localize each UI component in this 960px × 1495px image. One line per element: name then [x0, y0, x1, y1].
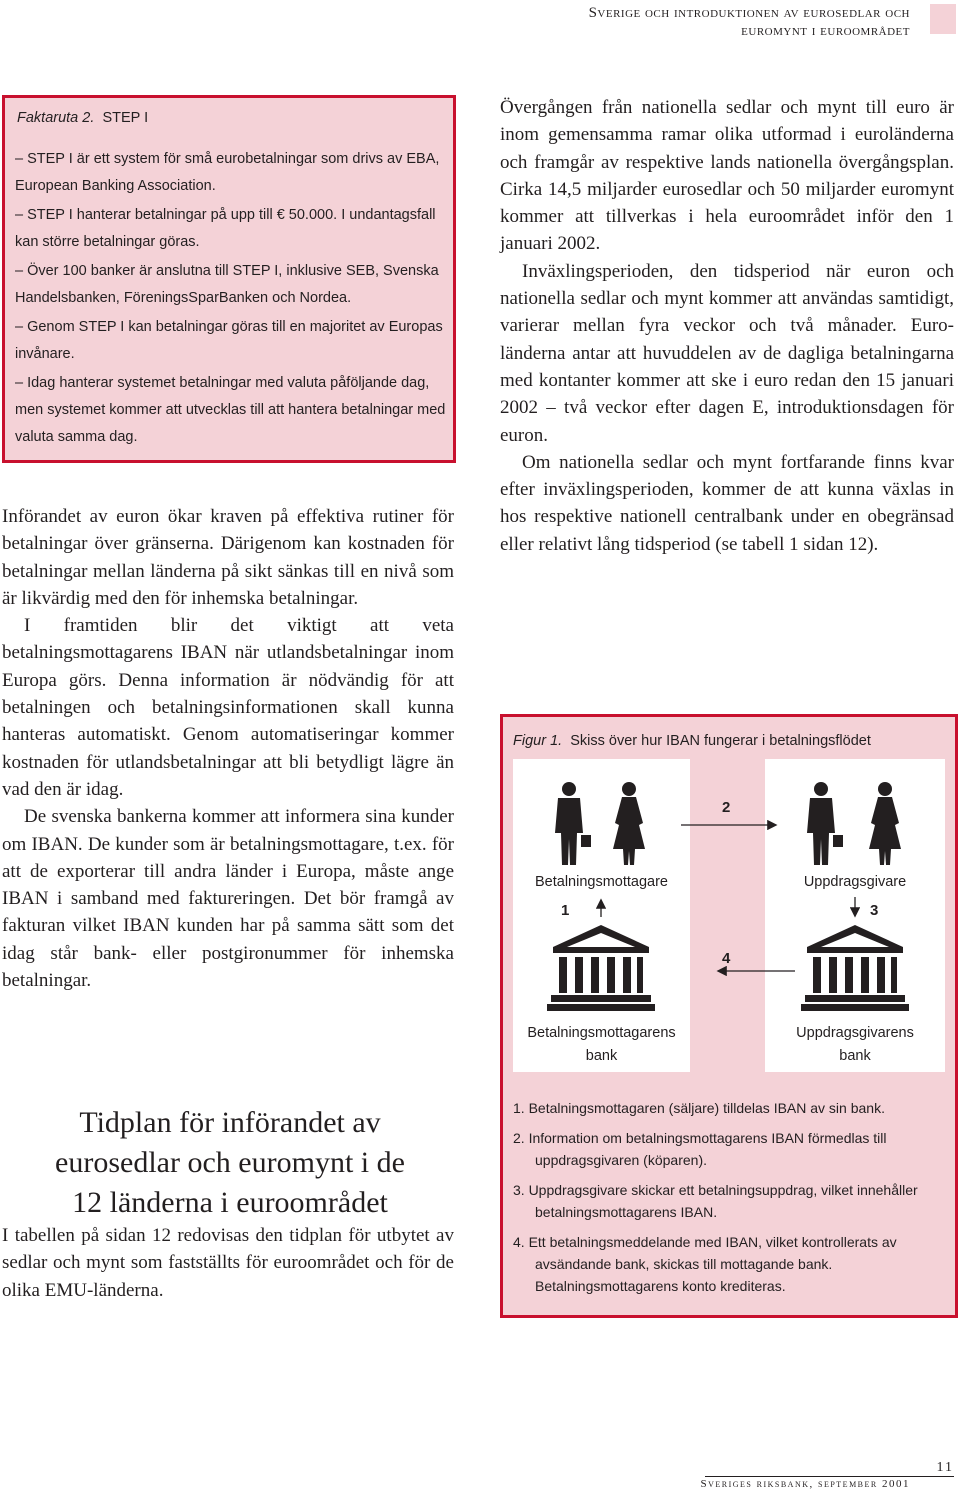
step-number-4: 4 — [722, 950, 731, 967]
fact-box-item: – STEP I hanterar betalningar på upp till € 50.000. I undantagsfall kan större betalningar göras. — [15, 207, 436, 250]
man-with-briefcase-icon — [555, 782, 591, 865]
running-header-line-2: euromynt i euroområdet — [741, 23, 910, 39]
man-with-briefcase-icon — [807, 782, 843, 865]
header-color-tab — [930, 4, 956, 34]
body-paragraph: De svenska bankerna kommer att informera sina kunder om IBAN. De kunder som är betalningsmottagare, t.ex. för att de exporterar till andra länder i Europa, måste ange IBAN i samband med faktureringen. Det bör framgå av fakturan vilket IBAN kunden har på samma sätt som det idag står bank- eller postgironummer för inhemska betalningar. — [2, 806, 454, 992]
fact-box-item: – Genom STEP I kan betalningar göras till en majoritet av Europas invånare. — [15, 319, 443, 362]
legend-item: 2. Information om betalningsmottagarens IBAN förmedlas till uppdragsgivaren (köparen). — [513, 1130, 887, 1168]
fact-box-title — [17, 110, 148, 126]
fact-box-item: – Idag hanterar systemet betalningar med valuta påföljande dag, men systemet kommer att utvecklas till att hantera betalningar med valuta samma dag. — [15, 375, 446, 445]
body-paragraph: I framtiden blir det viktigt att veta betalningsmottagarens IBAN när utlandsbetalningar inom Europa görs. Denna information är nödvändig för att betalningen och betalningsinformationen skall kunna hanteras automatiskt. Genom automatiseringar kommer kostnaden för utlandsbetalningar att bli betydligt lägre än vad den är idag. — [2, 615, 454, 800]
body-paragraph: Inväxlingsperioden, den tidsperiod när euron och nationella sedlar och mynt kommer att användas samtidigt, varierar mellan fyra veckor och två månader. Euro-länderna antar att huvuddelen av de dagliga betalningarna med kontanter kommer att ske i euro redan den 15 januari 2002 – två veckor efter dagen E, introduktionsdagen för euron. — [500, 260, 954, 446]
payee-bank-label-line: Betalningsmottagarens — [527, 1025, 676, 1041]
fact-box — [2, 95, 456, 463]
bank-building-icon — [801, 925, 909, 1011]
fact-box-title-rest: STEP I — [102, 110, 149, 126]
fact-box-list — [15, 146, 447, 451]
fact-box-title-prefix: Faktaruta 2. — [17, 110, 95, 126]
legend-item: 4. Ett betalningsmeddelande med IBAN, vilket kontrollerats av avsändande bank, skickas till mottagande bank. Betalningsmottagarens konto krediteras. — [513, 1234, 897, 1294]
payee-bank-label — [503, 1022, 700, 1068]
section-heading-line: eurosedlar och euromynt i de — [55, 1146, 405, 1179]
section-heading-line: 12 länderna i euroområdet — [72, 1186, 388, 1219]
right-column-body — [500, 94, 954, 558]
body-paragraph: Införandet av euron ökar kraven på effektiva rutiner för betalningar över gränserna. Därigenom kan kostnaden för betalningar mellan länderna på sikt sänkas till en nivå som är likvärdig med den för inhemska betalningar. — [2, 506, 454, 609]
fact-box-item: – STEP I är ett system för små eurobetalningar som drivs av EBA, European Banking Association. — [15, 151, 440, 194]
payer-bank-label-line: bank — [839, 1048, 871, 1064]
footer-text: Sveriges riksbank, september 2001 — [700, 1478, 910, 1490]
legend-item: 3. Uppdragsgivare skickar ett betalningsuppdrag, vilket innehåller betalningsmottagarens IBAN. — [513, 1182, 918, 1220]
step-number-3: 3 — [870, 902, 879, 919]
bank-building-icon — [547, 925, 655, 1011]
figure-caption-prefix: Figur 1. — [513, 733, 563, 749]
figure-legend — [513, 1097, 943, 1305]
footer-rule — [705, 1476, 954, 1477]
body-paragraph: Övergången från nationella sedlar och mynt till euro är inom gemensamma ramar olika utformad i euroländerna och framgår av respektive lands nationella övergångsplan. Cirka 14,5 miljarder eurosedlar och 50 miljarder euromynt kommer att tillverkas i hela euroområdet inför den 1 januari 2002. — [500, 97, 954, 255]
step-number-2: 2 — [722, 799, 731, 816]
figure-caption-text: Skiss över hur IBAN fungerar i betalningsflödet — [570, 733, 871, 749]
woman-icon — [869, 782, 901, 865]
running-header — [450, 4, 910, 40]
figure-box — [500, 714, 958, 1318]
body-paragraph: Om nationella sedlar och mynt fortfarande finns kvar efter inväxlingsperioden, kommer de att kunna växlas in hos respektive nationell centralbank under en obegränsad eller relativt lång tidsperiod (se tabell 1 sidan 12). — [500, 451, 954, 555]
payee-label: Betalningsmottagare — [535, 874, 668, 890]
section-heading-line: Tidplan för införandet av — [79, 1106, 381, 1139]
running-header-line-1: Sverige och introduktionen av eurosedlar och — [588, 5, 910, 21]
section-heading — [2, 1103, 458, 1223]
woman-icon — [613, 782, 645, 865]
payee-bank-label-line: bank — [585, 1048, 618, 1064]
section-body: I tabellen på sidan 12 redovisas den tidplan för utbytet av sedlar och mynt som fastställts för euroområdet och för de olika EMU-länderna. — [2, 1225, 454, 1301]
left-column-body — [2, 503, 454, 994]
payer-bank-label-line: Uppdragsgivarens — [796, 1025, 914, 1041]
page-number: 11 — [936, 1460, 954, 1475]
payer-label: Uppdragsgivare — [803, 874, 907, 890]
legend-item: 1. Betalningsmottagaren (säljare) tilldelas IBAN av sin bank. — [513, 1100, 885, 1116]
payer-bank-label — [765, 1022, 945, 1068]
fact-box-item: – Över 100 banker är anslutna till STEP I, inklusive SEB, Svenska Handelsbanken, FöreningsSparBanken och Nordea. — [15, 263, 439, 306]
step-number-1: 1 — [561, 902, 570, 919]
